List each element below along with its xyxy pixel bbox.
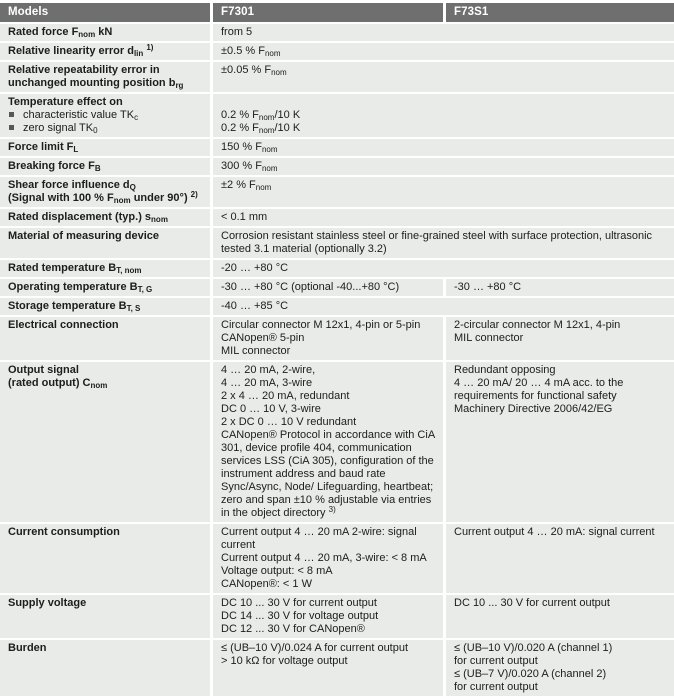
spec-value-cell bbox=[213, 260, 674, 277]
spec-row-label bbox=[0, 139, 210, 156]
spec-row-label bbox=[0, 640, 210, 696]
label-line: Breaking force $F_B$ bbox=[8, 160, 101, 173]
value-line: 0.2 % $F_{nom}/10$ K bbox=[221, 109, 301, 122]
spec-row-label bbox=[0, 595, 210, 638]
value-line: -20 … +80 °C bbox=[221, 262, 289, 274]
label-line: Output signal bbox=[8, 364, 79, 376]
spec-row bbox=[0, 524, 674, 593]
spec-row bbox=[0, 260, 674, 277]
spec-value-cell bbox=[213, 298, 674, 315]
spec-value-cell bbox=[213, 317, 443, 360]
label-line: (rated output) $C_{nom}$ bbox=[8, 377, 108, 390]
spec-row-label bbox=[0, 209, 210, 226]
value-line: 150 % $F_{nom}$ bbox=[221, 141, 278, 154]
label-line: Shear force influence $d_Q$ bbox=[8, 179, 136, 192]
value-line: DC 10 ... 30 V for current output bbox=[454, 597, 610, 609]
spec-row bbox=[0, 24, 674, 41]
label-line: Relative repeatability error in unchanged mounting position $b_{rg}$ bbox=[8, 64, 184, 90]
bullet-square-icon bbox=[9, 125, 14, 130]
spec-row bbox=[0, 228, 674, 258]
value-line: for current output bbox=[454, 681, 538, 693]
spec-value-cell bbox=[446, 279, 674, 296]
value-line: Voltage output: < 8 mA bbox=[221, 565, 333, 577]
spec-row-label bbox=[0, 317, 210, 360]
spec-row-label bbox=[0, 158, 210, 175]
spec-value-cell bbox=[213, 595, 443, 638]
spec-row bbox=[0, 595, 674, 638]
label-line: Electrical connection bbox=[8, 319, 119, 331]
value-line: CANopen® Protocol in accordance with CiA 301, device profile 404, communication services LSS (CiA 305), configuration of the instrument address and baud rate Sync/Async, Node/ Lifeguarding, heartbeat; zero and span ±10 % adjustable via entries in the object directory $^{3)}$ bbox=[221, 429, 435, 519]
header-model-f7301: F7301 bbox=[213, 3, 443, 22]
label-line: Material of measuring device bbox=[8, 230, 159, 242]
spec-value-cell bbox=[446, 362, 674, 522]
spec-table-body bbox=[0, 24, 674, 696]
value-line: Current output 4 … 20 mA 2-wire: signal current bbox=[221, 526, 417, 551]
label-line: Rated force $F_{nom}$ kN bbox=[8, 26, 113, 39]
spec-value-cell bbox=[213, 62, 674, 92]
spec-value-cell bbox=[213, 524, 443, 593]
header-model-f73s1: F73S1 bbox=[446, 3, 674, 22]
spec-row-label bbox=[0, 260, 210, 277]
label-bullet-line: zero signal $TK_0$ bbox=[8, 122, 204, 135]
value-line: Current output 4 … 20 mA, 3-wire: < 8 mA bbox=[221, 552, 427, 564]
value-line: ±2 % $F_{nom}$ bbox=[221, 179, 272, 192]
label-line: Operating temperature $B_{T, G}$ bbox=[8, 281, 153, 294]
spec-row bbox=[0, 279, 674, 296]
value-line: CANopen®: < 1 W bbox=[221, 578, 312, 590]
spec-value-cell bbox=[446, 524, 674, 593]
label-line: Temperature effect on bbox=[8, 96, 123, 108]
label-line: Rated displacement (typ.) $s_{nom}$ bbox=[8, 211, 168, 224]
spec-value-cell bbox=[213, 94, 674, 137]
spec-row-label bbox=[0, 43, 210, 60]
value-line: -30 … +80 °C bbox=[454, 281, 522, 293]
spec-row-label bbox=[0, 177, 210, 207]
label-line: Storage temperature $B_{T, S}$ bbox=[8, 300, 141, 313]
value-line: 2 x 4 … 20 mA, redundant bbox=[221, 390, 350, 402]
spec-row bbox=[0, 43, 674, 60]
label-line: Supply voltage bbox=[8, 597, 87, 609]
header-models: Models bbox=[0, 3, 210, 22]
value-line: > 10 kΩ for voltage output bbox=[221, 655, 348, 667]
label-line: Current consumption bbox=[8, 526, 120, 538]
value-line: < 0.1 mm bbox=[221, 211, 268, 223]
spec-row-label bbox=[0, 524, 210, 593]
value-line: from 5 bbox=[221, 26, 253, 38]
label-line: Force limit $F_L$ bbox=[8, 141, 79, 154]
value-line: 4 … 20 mA, 3-wire bbox=[221, 377, 313, 389]
spec-value-cell bbox=[446, 317, 674, 360]
spec-table-header bbox=[0, 3, 674, 22]
value-line: ±0.5 % $F_{nom}$ bbox=[221, 45, 281, 58]
bullet-square-icon bbox=[9, 112, 14, 117]
value-line: 0.2 % $F_{nom}/10$ K bbox=[221, 122, 301, 135]
value-line: DC 14 ... 30 V for voltage output bbox=[221, 610, 379, 622]
label-bullet-line: characteristic value $TK_c$ bbox=[8, 109, 204, 122]
value-line: Current output 4 … 20 mA: signal current bbox=[454, 526, 655, 538]
value-line: 4 … 20 mA/ 20 … 4 mA acc. to the requirements for functional safety Machinery Directive 2006/42/EG bbox=[454, 377, 624, 415]
spec-value-cell bbox=[213, 209, 674, 226]
value-line: ≤ (UB–7 V)/0.020 A (channel 2) bbox=[454, 668, 607, 680]
spec-value-cell bbox=[213, 640, 443, 696]
value-line: 2-circular connector M 12x1, 4-pin bbox=[454, 319, 621, 331]
value-line: ≤ (UB–10 V)/0.020 A (channel 1) bbox=[454, 642, 613, 654]
value-line: DC 10 ... 30 V for current output bbox=[221, 597, 377, 609]
spec-value-cell bbox=[213, 279, 443, 296]
spec-value-cell bbox=[446, 640, 674, 696]
value-line: Corrosion resistant stainless steel or fine-grained steel with surface protection, ultrasonic tested 3.1 material (optionally 3.2) bbox=[221, 230, 653, 255]
spec-row bbox=[0, 158, 674, 175]
value-line: 4 … 20 mA, 2-wire, bbox=[221, 364, 316, 376]
spec-row bbox=[0, 317, 674, 360]
spec-row bbox=[0, 94, 674, 137]
spec-row bbox=[0, 177, 674, 207]
label-line: (Signal with 100 % $F_{nom}$ under 90°) $^{2)}$ bbox=[8, 190, 198, 205]
spec-row bbox=[0, 62, 674, 92]
value-line: 2 x DC 0 … 10 V redundant bbox=[221, 416, 357, 428]
value-line: MIL connector bbox=[454, 332, 524, 344]
value-line: -40 … +85 °C bbox=[221, 300, 289, 312]
value-line: 300 % $F_{nom}$ bbox=[221, 160, 278, 173]
value-line: ≤ (UB–10 V)/0.024 A for current output bbox=[221, 642, 409, 654]
value-line: ±0.05 % $F_{nom}$ bbox=[221, 64, 287, 77]
spec-row-label bbox=[0, 362, 210, 522]
label-line: Relative linearity error $d_{lin}$ $^{1)}$ bbox=[8, 43, 154, 58]
value-line: Circular connector M 12x1, 4-pin or 5-pin bbox=[221, 319, 421, 331]
spec-row bbox=[0, 139, 674, 156]
value-line: DC 0 … 10 V, 3-wire bbox=[221, 403, 321, 415]
spec-value-cell bbox=[213, 158, 674, 175]
spec-row-label bbox=[0, 24, 210, 41]
spec-row-label bbox=[0, 94, 210, 137]
label-line: Rated temperature $B_{T, nom}$ bbox=[8, 262, 142, 275]
spec-row bbox=[0, 362, 674, 522]
spec-row bbox=[0, 640, 674, 696]
spec-value-cell bbox=[213, 177, 674, 207]
value-line bbox=[221, 96, 668, 109]
value-line: for current output bbox=[454, 655, 538, 667]
spec-value-cell bbox=[213, 139, 674, 156]
value-line: -30 … +80 °C (optional -40...+80 °C) bbox=[221, 281, 400, 293]
spec-row bbox=[0, 298, 674, 315]
spec-value-cell bbox=[446, 595, 674, 638]
spec-value-cell bbox=[213, 228, 674, 258]
value-line: DC 12 ... 30 V for CANopen® bbox=[221, 623, 365, 635]
spec-row-label bbox=[0, 298, 210, 315]
label-line: Burden bbox=[8, 642, 47, 654]
spec-value-cell bbox=[213, 362, 443, 522]
spec-value-cell bbox=[213, 43, 674, 60]
value-line: Redundant opposing bbox=[454, 364, 556, 376]
spec-row-label bbox=[0, 228, 210, 258]
spec-value-cell bbox=[213, 24, 674, 41]
value-line: MIL connector bbox=[221, 345, 291, 357]
spec-row bbox=[0, 209, 674, 226]
spec-row-label bbox=[0, 279, 210, 296]
spec-row-label bbox=[0, 62, 210, 92]
value-line: CANopen® 5-pin bbox=[221, 332, 305, 344]
